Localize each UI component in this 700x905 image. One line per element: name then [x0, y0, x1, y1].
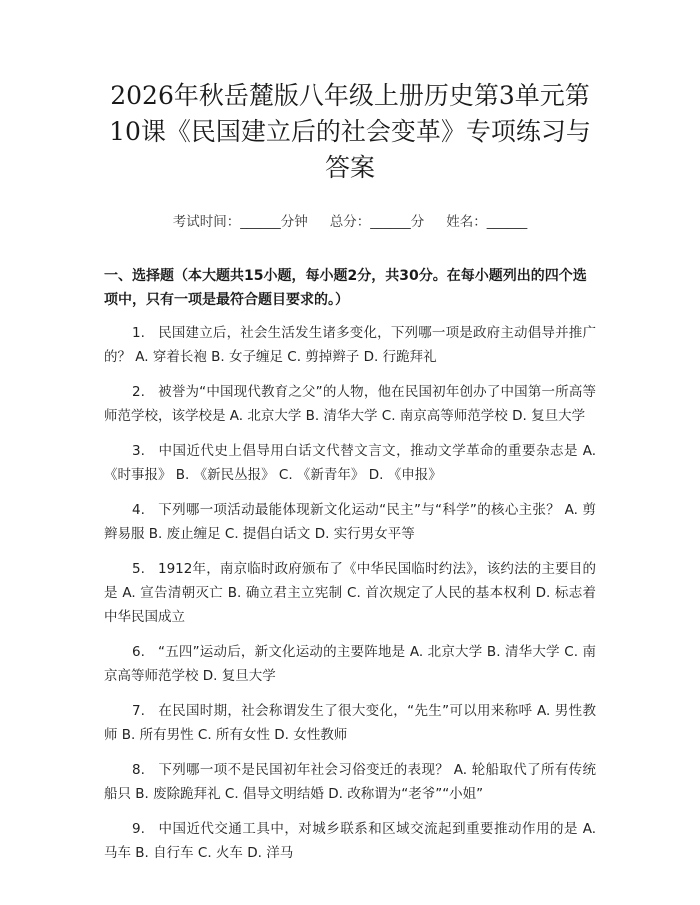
question-item	[104, 321, 596, 369]
question-item	[104, 557, 596, 629]
question-text: 被誉为“中国现代教育之父”的人物，他在民国初年创办了中国第一所高等师范学校，该学校是 A. 北京大学 B. 清华大学 C. 南京高等师范学校 D. 复旦大学	[104, 384, 596, 424]
question-item	[104, 439, 596, 487]
question-item	[104, 640, 596, 688]
question-text: 1912年，南京临时政府颁布了《中华民国临时约法》，该约法的主要目的是 A. 宣告清朝灭亡 B. 确立君主立宪制 C. 首次规定了人民的基本权利 D. 标志着中华民国成立	[104, 561, 596, 625]
question-number: 9.	[132, 821, 145, 837]
question-number: 8.	[132, 762, 145, 778]
question-number: 3.	[132, 443, 145, 459]
question-text: 中国近代史上倡导用白话文代替文言文，推动文学革命的重要杂志是 A. 《时事报》 B. 《新民丛报》 C. 《新青年》 D. 《申报》	[104, 443, 596, 483]
question-text: “五四”运动后，新文化运动的主要阵地是 A. 北京大学 B. 清华大学 C. 南京高等师范学校 D. 复旦大学	[104, 644, 596, 684]
question-text: 在民国时期，社会称谓发生了很大变化，“先生”可以用来称呼 A. 男性教师 B. 所有男性 C. 所有女性 D. 女性教师	[104, 703, 596, 743]
question-text: 中国近代交通工具中，对城乡联系和区域交流起到重要推动作用的是 A. 马车 B. 自行车 C. 火车 D. 洋马	[104, 821, 596, 861]
question-number: 6.	[132, 644, 145, 660]
question-item	[104, 498, 596, 546]
question-number: 4.	[132, 502, 145, 518]
question-number: 1.	[132, 325, 145, 341]
question-item	[104, 758, 596, 806]
section-heading: 一、选择题（本大题共15小题，每小题2分，共30分。在每小题列出的四个选项中，只有一项是最符合题目要求的。）	[104, 268, 587, 308]
question-number: 7.	[132, 703, 145, 719]
student-name-field: 姓名：______	[446, 214, 528, 230]
question-text: 民国建立后，社会生活发生诸多变化，下列哪一项是政府主动倡导并推广的？ A. 穿着长袍 B. 女子缠足 C. 剪掉辫子 D. 行跪拜礼	[104, 325, 596, 365]
question-number: 2.	[132, 384, 145, 400]
question-item	[104, 699, 596, 747]
question-number: 5.	[132, 561, 145, 577]
exam-info-line	[104, 210, 596, 230]
question-text: 下列哪一项活动最能体现新文化运动“民主”与“科学”的核心主张？ A. 剪辫易服 B. 废止缠足 C. 提倡白话文 D. 实行男女平等	[104, 502, 596, 542]
total-score-field: 总分：______分	[329, 214, 425, 230]
document-title: 2026年秋岳麓版八年级上册历史第3单元第10课《民国建立后的社会变革》专项练习与答案	[109, 81, 591, 182]
exam-time-field: 考试时间：______分钟	[172, 214, 308, 230]
question-text: 下列哪一项不是民国初年社会习俗变迁的表现？ A. 轮船取代了所有传统船只 B. 废除跪拜礼 C. 倡导文明结婚 D. 改称谓为“老爷”“小姐”	[104, 762, 596, 802]
question-item	[104, 817, 596, 865]
question-list	[104, 321, 596, 865]
question-item	[104, 380, 596, 428]
